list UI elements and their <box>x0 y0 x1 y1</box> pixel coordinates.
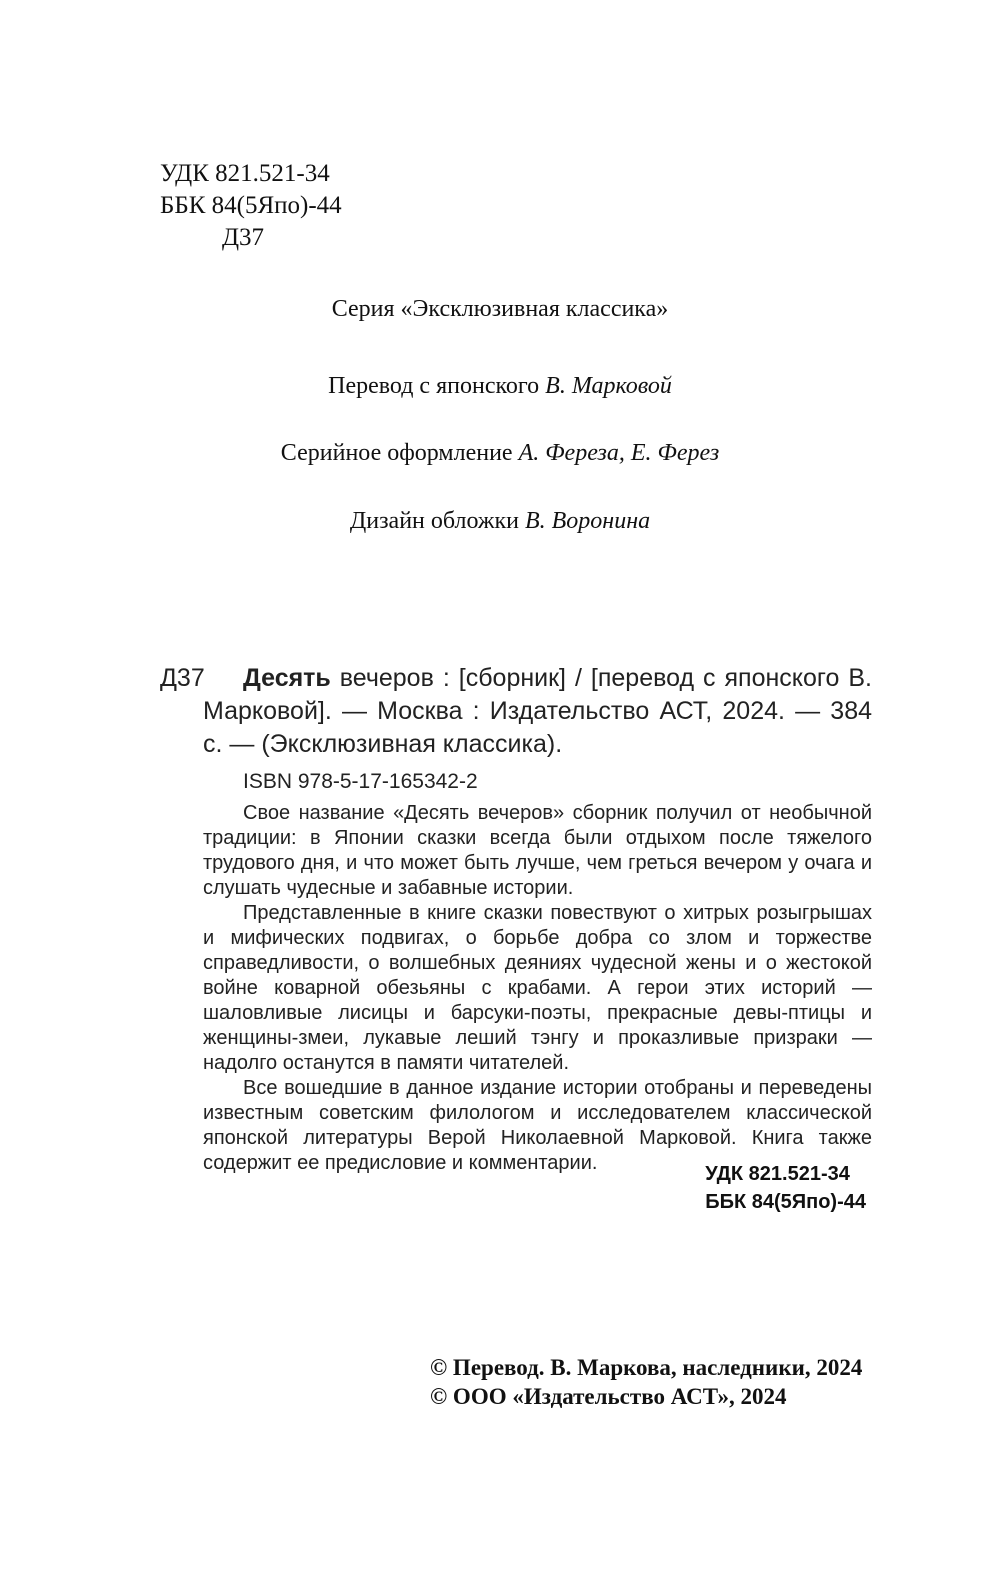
annotation-paragraph: Свое название «Десять вечеров» сборник получил от необычной традиции: в Японии сказки всегда были отдыхом после тяжелого трудового дня, и что может быть лучше, чем греться вечером у очага и слушать чудесные и забавные истории. <box>203 802 872 899</box>
catalog-udk-code: УДК 821.521-34 <box>705 1163 850 1185</box>
translation-label: Перевод с японского <box>328 373 546 399</box>
header-author-mark: Д37 <box>222 224 265 251</box>
header-udk-code: УДК 821.521-34 <box>160 160 330 187</box>
cover-design-label: Дизайн обложки <box>349 508 525 534</box>
annotation-paragraph: Все вошедшие в данное издание истории отобраны и переведены известным советским филологом и исследователем классической японской литературы Верой Николаевной Марковой. Книга также содержит ее предисловие и комментарии. <box>203 1077 872 1174</box>
cover-designer-name: В. Воронина <box>524 508 651 534</box>
header-classification-codes <box>160 158 342 254</box>
cover-design-credit <box>0 508 1000 535</box>
catalog-classification-codes <box>705 1160 866 1216</box>
bibliographic-details: вечеров : [сборник] / [перевод с японского В. Марковой]. — Москва : Издательство АСТ, 2024. — 384 с. — (Эксклюзивная классика). <box>203 664 872 758</box>
series-design-credit <box>0 440 1000 467</box>
copyright-translation: © Перевод. В. Маркова, наследники, 2024 <box>430 1355 863 1380</box>
series-design-label: Серийное оформление <box>280 440 519 466</box>
copyright-publisher: © ООО «Издательство АСТ», 2024 <box>430 1384 787 1409</box>
isbn: ISBN 978-5-17-165342-2 <box>243 770 478 793</box>
bibliographic-entry <box>203 662 872 761</box>
catalog-index: Д37 <box>160 664 205 692</box>
book-title: Десять <box>243 664 331 692</box>
copyright-block <box>430 1353 862 1411</box>
translator-name: В. Марковой <box>545 373 672 399</box>
header-bbk-code: ББК 84(5Япо)-44 <box>160 192 342 219</box>
series-line: Серия «Эксклюзивная классика» <box>331 296 669 322</box>
catalog-card <box>160 662 872 1176</box>
translation-credit <box>0 373 1000 400</box>
annotation-paragraph: Представленные в книге сказки повествуют о хитрых розыгрышах и мифических подвигах, о борьбе добра со злом и торжестве справедливости, о волшебных деяниях чудесной жены и о жестокой войне коварной обезьяны с крабами. А герои этих историй — шаловливые лисицы и барсуки-поэты, прекрасные девы-птицы и женщины-змеи, лукавые леший тэнгу и проказливые призраки — надолго останутся в памяти читателей. <box>203 902 872 1074</box>
catalog-bbk-code: ББК 84(5Япо)-44 <box>705 1191 866 1213</box>
series-designers-name: А. Фереза, Е. Ферез <box>518 440 720 466</box>
